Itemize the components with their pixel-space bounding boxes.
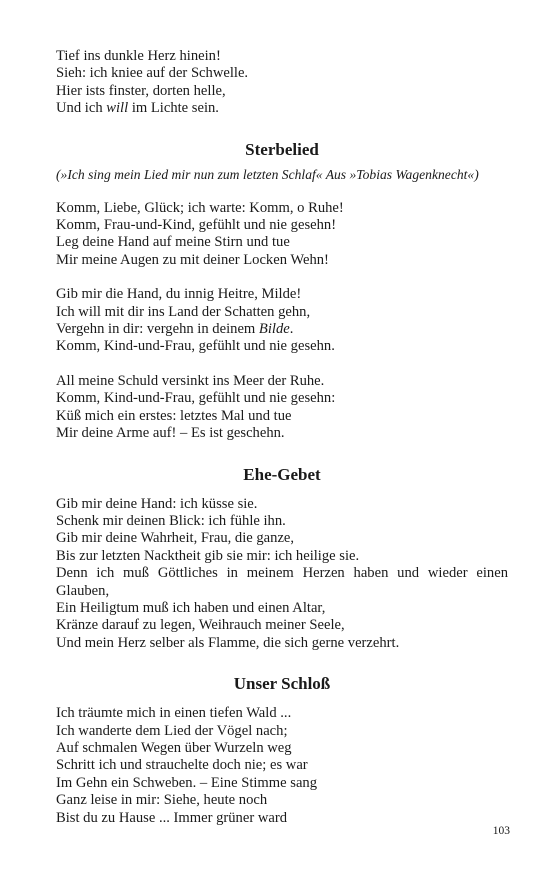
verse-line: Sieh: ich kniee auf der Schwelle. [56,65,249,82]
poem-title: Ehe-Gebet [243,464,321,484]
poem-subtitle: (»Ich sing mein Lied mir nun zum letzten Schlaf« Aus »Tobias Wagenknecht«) [56,166,479,182]
verse-line: Im Gehn ein Schweben. – Eine Stimme sang [56,774,318,791]
verse-text: im Lichte sein. [128,100,219,117]
verse-line [56,100,508,117]
verse-line: Mir deine Arme auf! – Es ist geschehn. [56,425,285,442]
poem-ehe-gebet [56,465,508,653]
poem-unser-schloss [56,674,508,827]
verse-line: Bis zur letzten Nacktheit gib sie mir: ich heilige sie. [56,547,360,564]
verse-line: Schenk mir deinen Blick: ich fühle ihn. [56,512,286,529]
verse-line: Komm, Frau-und-Kind, gefühlt und nie gesehn! [56,217,337,234]
verse-text: . [289,321,294,338]
emphasis-text: will [106,100,129,117]
poem-title: Unser Schloß [233,674,331,694]
verse-line: Gib mir die Hand, du innig Heitre, Milde! [56,286,302,303]
verse-text: Und ich [56,100,107,117]
verse-line: Komm, Liebe, Glück; ich warte: Komm, o Ruhe! [56,199,344,216]
verse-line: Hier ists finster, dorten helle, [56,82,226,99]
verse-line: Und mein Herz selber als Flamme, die sich gerne verzehrt. [56,634,400,651]
intro-stanza [56,48,508,118]
verse-line: Komm, Kind-und-Frau, gefühlt und nie gesehn: [56,390,336,407]
verse-line: Schritt ich und strauchelte doch nie; es war [56,757,308,774]
stanza [56,200,508,270]
page-number: 103 [492,825,510,837]
verse-line: All meine Schuld versinkt ins Meer der Ruhe. [56,372,325,389]
verse-line: Ganz leise in mir: Siehe, heute noch [56,792,268,809]
verse-line: Mir meine Augen zu mit deiner Locken Wehn! [56,251,329,268]
verse-text: Vergehn in dir: vergehn in deinem [56,321,259,338]
stanza [56,373,508,443]
verse-line: Komm, Kind-und-Frau, gefühlt und nie gesehn. [56,338,335,355]
verse-line: Denn ich muß Göttliches in meinem Herzen haben und wieder einen [56,565,508,582]
verse-line [56,321,508,338]
page-body [56,48,508,827]
verse-line: Auf schmalen Wegen über Wurzeln weg [56,739,292,756]
emphasis-text: Bilde [258,321,290,338]
verse-line: Ein Heiligtum muß ich haben und einen Altar, [56,599,326,616]
poem-sterbelied [56,140,508,443]
verse-line: Küß mich ein erstes: letztes Mal und tue [56,407,292,424]
verse-line: Glauben, [56,582,110,599]
verse-line: Tief ins dunkle Herz hinein! [56,48,221,64]
verse-line: Gib mir deine Wahrheit, Frau, die ganze, [56,530,295,547]
verse-line: Bist du zu Hause ... Immer grüner ward [56,809,288,826]
verse-line: Leg deine Hand auf meine Stirn und tue [56,234,290,251]
verse-line: Ich wanderte dem Lied der Vögel nach; [56,722,288,739]
poem-title: Sterbelied [245,139,319,159]
stanza [56,286,508,356]
verse-line: Kränze darauf zu legen, Weihrauch meiner Seele, [56,617,345,634]
verse-line: Ich will mit dir ins Land der Schatten gehn, [56,303,311,320]
verse-line: Ich träumte mich in einen tiefen Wald ... [56,705,292,722]
verse-line: Gib mir deine Hand: ich küsse sie. [56,495,258,512]
